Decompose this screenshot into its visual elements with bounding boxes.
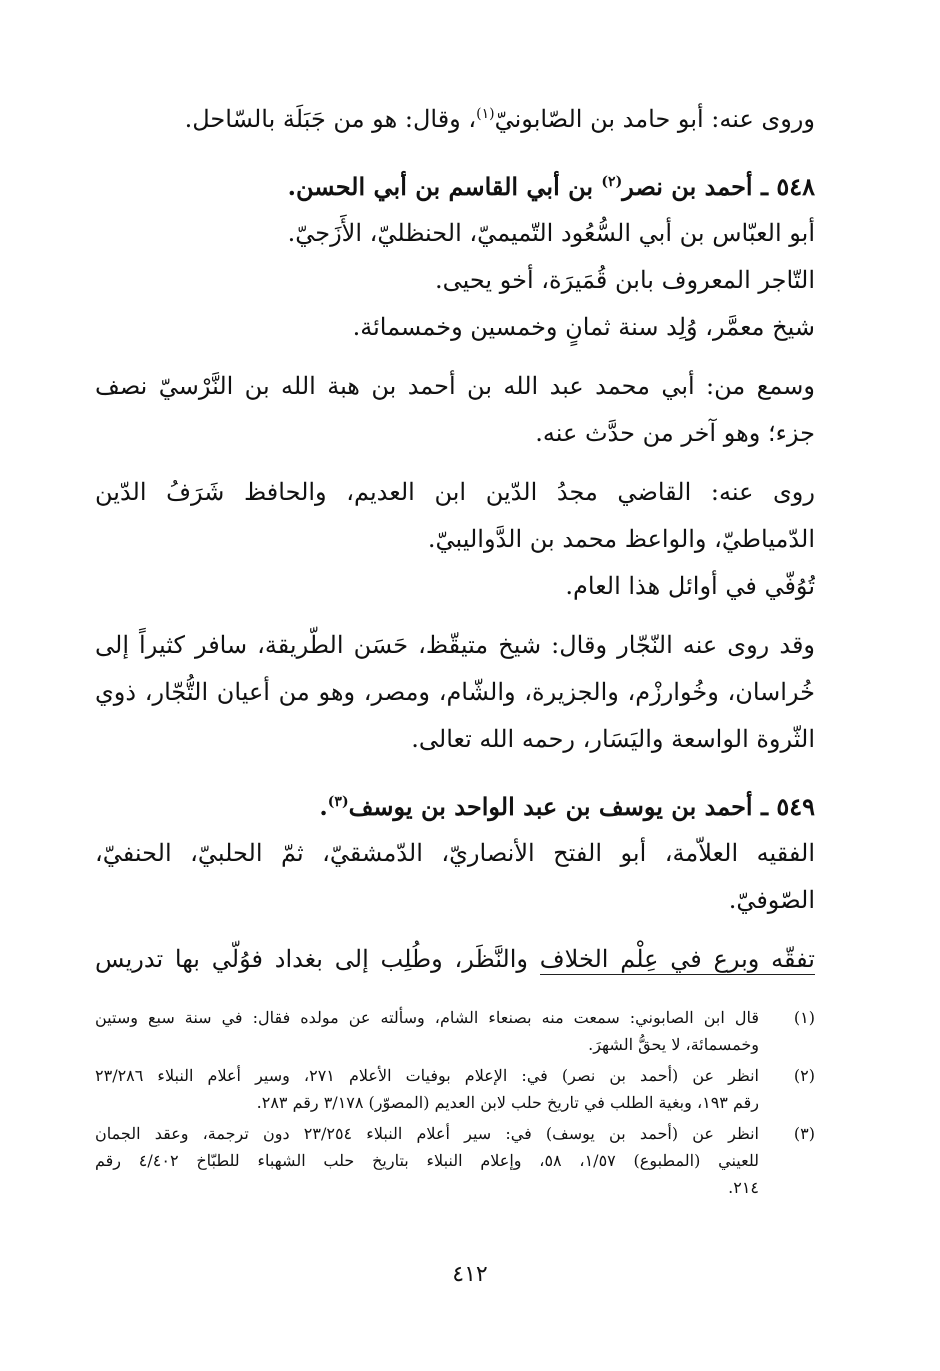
footnote-2: [95, 1062, 815, 1116]
text-line: الدّمياطيّ، والواعظ محمد بن الدَّواليبيّ.: [427, 525, 815, 553]
text-line: وقد روى عنه النّجّار وقال: شيخ متيقّظ، حَسَن الطّريقة، سافر كثيراً إلى: [95, 631, 815, 659]
footnote-number: (١): [793, 1008, 815, 1027]
text-line: شيخ معمَّر، وُلِد سنة ثمانٍ وخمسين وخمسمائة.: [352, 313, 815, 341]
footnote-line: ٢١٤.: [728, 1178, 759, 1197]
page-number: ٤١٢: [452, 1262, 488, 1287]
entry-heading-549: ٥٤٩ ـ أحمد بن يوسف بن عبد الواحد بن يوسف$^{(٣)}$.: [319, 792, 815, 821]
footnote-3: [95, 1120, 815, 1201]
footnote-line: للعيني (المطبوع) ١/٥٧، ٥٨، وإعلام النبلاء بتاريخ حلب الشهباء للطبّاخ ٤/٤٠٢ رقم: [95, 1151, 759, 1170]
footnote-number: (٢): [793, 1066, 815, 1085]
text-line: التّاجر المعروف بابن قُمَيرَة، أخو يحيى.: [435, 266, 815, 294]
footnote-line: انظر عن (أحمد بن يوسف) في: سير أعلام النبلاء ٢٣/٢٥٤ دون ترجمة، وعقد الجمان: [95, 1124, 759, 1143]
text-line: خُراسان، وخُوارزْم، والجزيرة، والشّام، ومصر، وهو من أعيان التُّجّار، ذوي: [95, 678, 815, 706]
text-line: الفقيه العلاّمة، أبو الفتح الأنصاريّ، الدّمشقيّ، ثمّ الحلبيّ، الحنفيّ،: [95, 839, 815, 867]
footnote-line: انظر عن (أحمد بن نصر) في: الإعلام بوفيات الأعلام ٢٧١، وسير أعلام النبلاء ٢٣/٢٨٦: [95, 1066, 759, 1085]
text-line: وروى عنه: أبو حامد بن الصّابونيّ$^{(١)}$، وقال: هو من جَبَلَة بالسّاحل.: [184, 105, 815, 133]
footnote-line: وخمسمائة، لا يحقُّ الشهرَ.: [588, 1035, 759, 1054]
footnote-divider: [540, 974, 815, 975]
footnote-line: رقم ١٩٣، وبغية الطلب في تاريخ حلب لابن العديم (المصوّر) ٣/١٧٨ رقم ٢٨٣.: [256, 1093, 759, 1112]
footnotes: [95, 1004, 815, 1205]
text-line: جزء؛ وهو آخر من حدَّث عنه.: [535, 419, 815, 447]
main-text: [95, 96, 815, 983]
footnote-line: قال ابن الصابوني: سمعت منه بصنعاء الشام، وسألته عن مولده فقال: في سنة سبع وستين: [95, 1008, 759, 1027]
footnote-ref[interactable]: (٣): [327, 794, 349, 810]
text-line: الصّوفيّ.: [728, 886, 815, 914]
footnote-1: [95, 1004, 815, 1058]
footnote-number: (٣): [793, 1124, 815, 1143]
footnote-ref[interactable]: (٢): [601, 174, 623, 190]
text-line: أبو العبّاس بن أبي السُّعُود التّميميّ، الحنظليّ، الأَزَجيّ.: [287, 219, 815, 247]
footnote-ref[interactable]: (١): [476, 106, 495, 122]
text-line: الثّروة الواسعة واليَسَار، رحمه الله تعالى.: [411, 725, 815, 753]
text-line: وسمع من: أبي محمد عبد الله بن أحمد بن هبة الله بن النَّرْسيّ نصف: [95, 372, 815, 400]
entry-heading-548: ٥٤٨ ـ أحمد بن نصر$^{(٢)}$ بن أبي القاسم بن أبي الحسن.: [287, 172, 815, 201]
text-line: روى عنه: القاضي مجدُ الدّين ابن العديم، والحافظ شَرَفُ الدّين: [95, 478, 815, 506]
text-line: تُوُفّي في أوائل هذا العام.: [565, 572, 815, 600]
text-line: تفقّه وبرع في عِلْم الخلاف والنَّظَر، وطُلِب إلى بغداد فوُلّي بها تدريس: [95, 945, 815, 973]
